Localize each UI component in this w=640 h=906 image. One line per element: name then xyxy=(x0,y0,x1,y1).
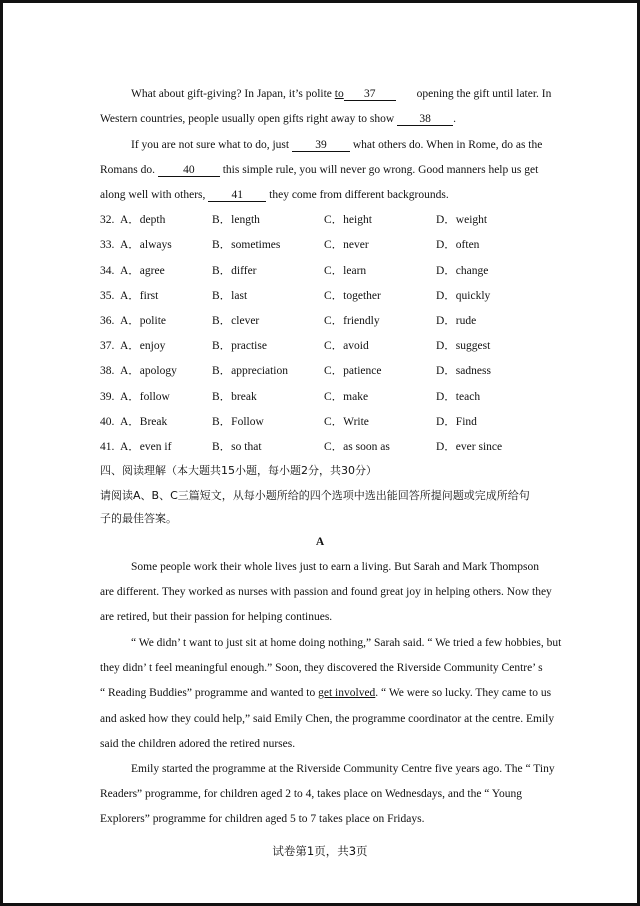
option-c: C．avoid xyxy=(324,340,369,352)
option-c: C．learn xyxy=(324,265,367,277)
passage-line xyxy=(100,112,456,126)
option-b: B．last xyxy=(212,290,248,302)
question-33 xyxy=(100,238,560,252)
question-number: 37. xyxy=(100,340,115,352)
blank-38: 38 xyxy=(397,113,453,126)
blank-39: 39 xyxy=(292,139,350,152)
question-39 xyxy=(100,390,560,404)
option-a: A．always xyxy=(120,239,172,251)
question-38 xyxy=(100,364,560,378)
text: what others do. When in Rome, do as the xyxy=(349,139,543,151)
option-d: D．suggest xyxy=(436,340,491,352)
text: Western countries, people usually open gifts right away to show xyxy=(100,113,398,125)
text: “ Reading Buddies” programme and wanted to xyxy=(100,687,319,699)
passage-line: Some people work their whole lives just to earn a living. But Sarah and Mark Thompson xyxy=(131,561,539,573)
text: to xyxy=(334,88,344,100)
option-b: B．break xyxy=(212,391,257,403)
passage-line xyxy=(100,188,449,202)
option-d: D．ever since xyxy=(436,441,503,453)
option-d: D．teach xyxy=(436,391,481,403)
option-a: A．even if xyxy=(120,441,172,453)
question-number: 36. xyxy=(100,315,115,327)
option-b: B．length xyxy=(212,214,260,226)
passage-line: they didn’ t feel meaningful enough.” Soon, they discovered the Riverside Community Centre’ s xyxy=(100,662,543,674)
option-b: B．differ xyxy=(212,265,257,277)
passage-line xyxy=(100,163,538,177)
option-a: A．Break xyxy=(120,416,168,428)
option-b: B．clever xyxy=(212,315,260,327)
question-35 xyxy=(100,289,560,303)
text: If you are not sure what to do, just xyxy=(131,139,292,151)
option-c: C．as soon as xyxy=(324,441,390,453)
option-d: D．often xyxy=(436,239,480,251)
question-number: 41. xyxy=(100,441,115,453)
passage-line: are different. They worked as nurses with passion and found great joy in helping others. Now they xyxy=(100,586,552,598)
option-d: D．weight xyxy=(436,214,488,226)
page-footer: 试卷第1页，共3页 xyxy=(272,844,368,858)
text: they come from different backgrounds. xyxy=(266,189,449,201)
option-d: D．change xyxy=(436,265,489,277)
passage-line: and asked how they could help,” said Emily Chen, the programme coordinator at the centre. Emily xyxy=(100,713,555,725)
question-37 xyxy=(100,339,560,353)
blank-37: 37 xyxy=(344,88,396,101)
option-a: A．enjoy xyxy=(120,340,166,352)
text: What about gift-giving? In Japan, it’s polite xyxy=(131,88,335,100)
passage-line: “ We didn’ t want to just sit at home doing nothing,” Sarah said. “ We tried a few hobbies, but xyxy=(131,637,562,649)
option-a: A．agree xyxy=(120,265,165,277)
question-number: 34. xyxy=(100,265,115,277)
option-b: B．Follow xyxy=(212,416,264,428)
question-number: 35. xyxy=(100,290,115,302)
question-number: 39. xyxy=(100,391,115,403)
option-c: C．together xyxy=(324,290,381,302)
option-a: A．apology xyxy=(120,365,177,377)
passage-label: A xyxy=(315,536,325,548)
passage-line: Readers” programme, for children aged 2 to 4, takes place on Wednesdays, and the “ Young xyxy=(100,788,523,800)
section-heading: 四、阅读理解（本大题共15小题，每小题2分，共30分） xyxy=(100,464,377,477)
option-c: C．make xyxy=(324,391,369,403)
text: this simple rule, you will never go wrong. Good manners help us get xyxy=(219,164,539,176)
option-d: D．rude xyxy=(436,315,477,327)
text: opening the gift until later. In xyxy=(413,88,552,100)
option-c: C．Write xyxy=(324,416,369,428)
section-instructions: 请阅读A、B、C三篇短文，从每小题所给的四个选项中选出能回答所提问题或完成所给句 xyxy=(100,489,530,502)
question-34 xyxy=(100,264,560,278)
text: Romans do. xyxy=(100,164,158,176)
option-b: B．practise xyxy=(212,340,267,352)
blank-40: 40 xyxy=(158,164,220,177)
question-36 xyxy=(100,314,560,328)
option-a: A．follow xyxy=(120,391,170,403)
option-a: A．polite xyxy=(120,315,166,327)
passage-line xyxy=(100,686,551,700)
question-number: 32. xyxy=(100,214,115,226)
option-c: C．never xyxy=(324,239,369,251)
question-number: 38. xyxy=(100,365,115,377)
option-d: D．sadness xyxy=(436,365,491,377)
passage-line xyxy=(131,138,542,152)
option-b: B．sometimes xyxy=(212,239,281,251)
option-a: A．first xyxy=(120,290,159,302)
passage-line: Emily started the programme at the Riverside Community Centre five years ago. The “ Tiny xyxy=(131,763,555,775)
question-number: 40. xyxy=(100,416,115,428)
question-number: 33. xyxy=(100,239,115,251)
passage-line: said the children adored the retired nurses. xyxy=(100,738,296,750)
question-32 xyxy=(100,213,560,227)
option-d: D．quickly xyxy=(436,290,491,302)
blank-41: 41 xyxy=(208,189,266,202)
underlined-phrase: get involved xyxy=(318,687,376,699)
option-c: C．patience xyxy=(324,365,382,377)
option-c: C．friendly xyxy=(324,315,380,327)
option-b: B．so that xyxy=(212,441,262,453)
option-b: B．appreciation xyxy=(212,365,289,377)
passage-line: Explorers” programme for children aged 5 to 7 takes place on Fridays. xyxy=(100,813,425,825)
option-a: A．depth xyxy=(120,214,166,226)
passage-line xyxy=(131,87,551,101)
text: . “ We were so lucky. They came to us xyxy=(375,687,552,699)
text: . xyxy=(453,113,456,125)
option-d: D．Find xyxy=(436,416,477,428)
question-41 xyxy=(100,440,560,454)
section-instructions: 子的最佳答案。 xyxy=(100,512,177,525)
question-40 xyxy=(100,415,560,429)
text: along well with others, xyxy=(100,189,209,201)
option-c: C．height xyxy=(324,214,372,226)
passage-line: are retired, but their passion for helping continues. xyxy=(100,611,333,623)
